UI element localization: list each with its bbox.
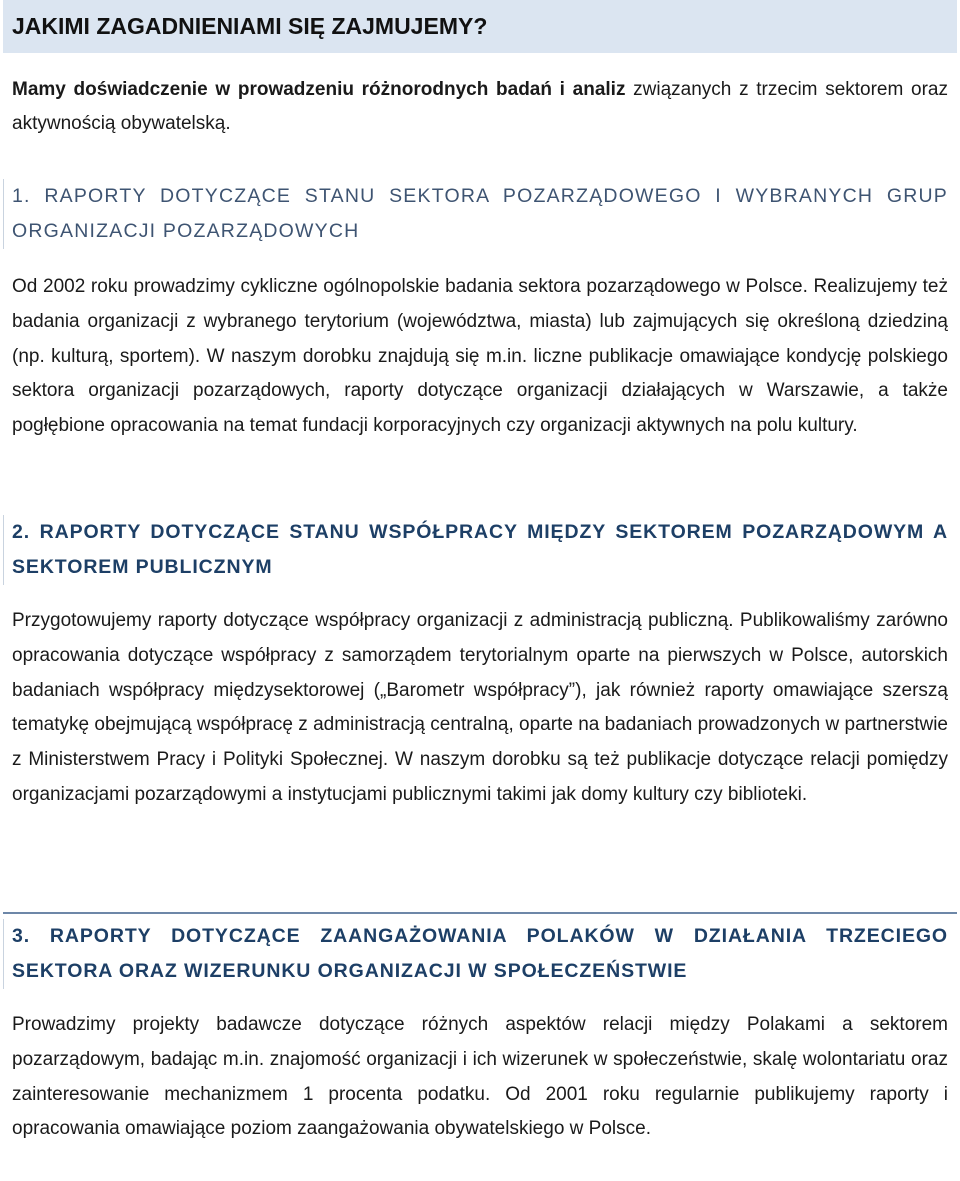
intro-paragraph bbox=[12, 73, 948, 141]
section-2-heading: 2. RAPORTY DOTYCZĄCE STANU WSPÓŁPRACY MIĘDZY SEKTOREM POZARZĄDOWYM A SEKTOREM PUBLICZNYM bbox=[3, 515, 948, 585]
section-1-body: Od 2002 roku prowadzimy cykliczne ogólnopolskie badania sektora pozarządowego w Polsce. Realizujemy też badania organizacji z wybranego terytorium (województwa, miasta) lub zajmujących się określoną dziedziną (np. kulturą, sportem). W naszym dorobku znajdują się m.in. liczne publikacje omawiające kondycję polskiego sektora organizacji pozarządowych, raporty dotyczące organizacji działających w Warszawie, a także pogłębione opracowania na temat fundacji korporacyjnych czy organizacji aktywnych na polu kultury. bbox=[12, 276, 948, 437]
section-3-divider bbox=[3, 912, 957, 914]
page-title: JAKIMI ZAGADNIENIAMI SIĘ ZAJMUJEMY? bbox=[3, 0, 957, 53]
intro-rest-text: związanych z trzecim sektorem oraz aktywnością obywatelską. bbox=[12, 79, 948, 134]
section-2-body: Przygotowujemy raporty dotyczące współpracy organizacji z administracją publiczną. Publikowaliśmy zarówno opracowania dotyczące współpracy z samorządem terytorialnym oparte na pierwszych w Polsce, autorskich badaniach współpracy międzysektorowej („Barometr współpracy”), jak również raporty omawiające szerszą tematykę obejmującą współpracę z administracją centralną, oparte na badaniach prowadzonych w partnerstwie z Ministerstwem Pracy i Polityki Społecznej. W naszym dorobku są też publikacje dotyczące relacji pomiędzy organizacjami pozarządowymi a instytucjami publicznymi takimi jak domy kultury czy biblioteki. bbox=[12, 610, 948, 805]
section-1-heading: 1. RAPORTY DOTYCZĄCE STANU SEKTORA POZARZĄDOWEGO I WYBRANYCH GRUP ORGANIZACJI POZARZĄDOWYCH bbox=[3, 179, 948, 249]
intro-bold-text: Mamy doświadczenie w prowadzeniu różnorodnych badań i analiz bbox=[12, 79, 626, 100]
section-3-heading: 3. RAPORTY DOTYCZĄCE ZAANGAŻOWANIA POLAKÓW W DZIAŁANIA TRZECIEGO SEKTORA ORAZ WIZERUNKU ORGANIZACJI W SPOŁECZEŃSTWIE bbox=[3, 919, 948, 989]
section-3-body: Prowadzimy projekty badawcze dotyczące różnych aspektów relacji między Polakami a sektorem pozarządowym, badając m.in. znajomość organizacji i ich wizerunek w społeczeństwie, skalę wolontariatu oraz zainteresowanie mechanizmem 1 procenta podatku. Od 2001 roku regularnie publikujemy raporty i opracowania omawiające poziom zaangażowania obywatelskiego w Polsce. bbox=[12, 1014, 948, 1140]
